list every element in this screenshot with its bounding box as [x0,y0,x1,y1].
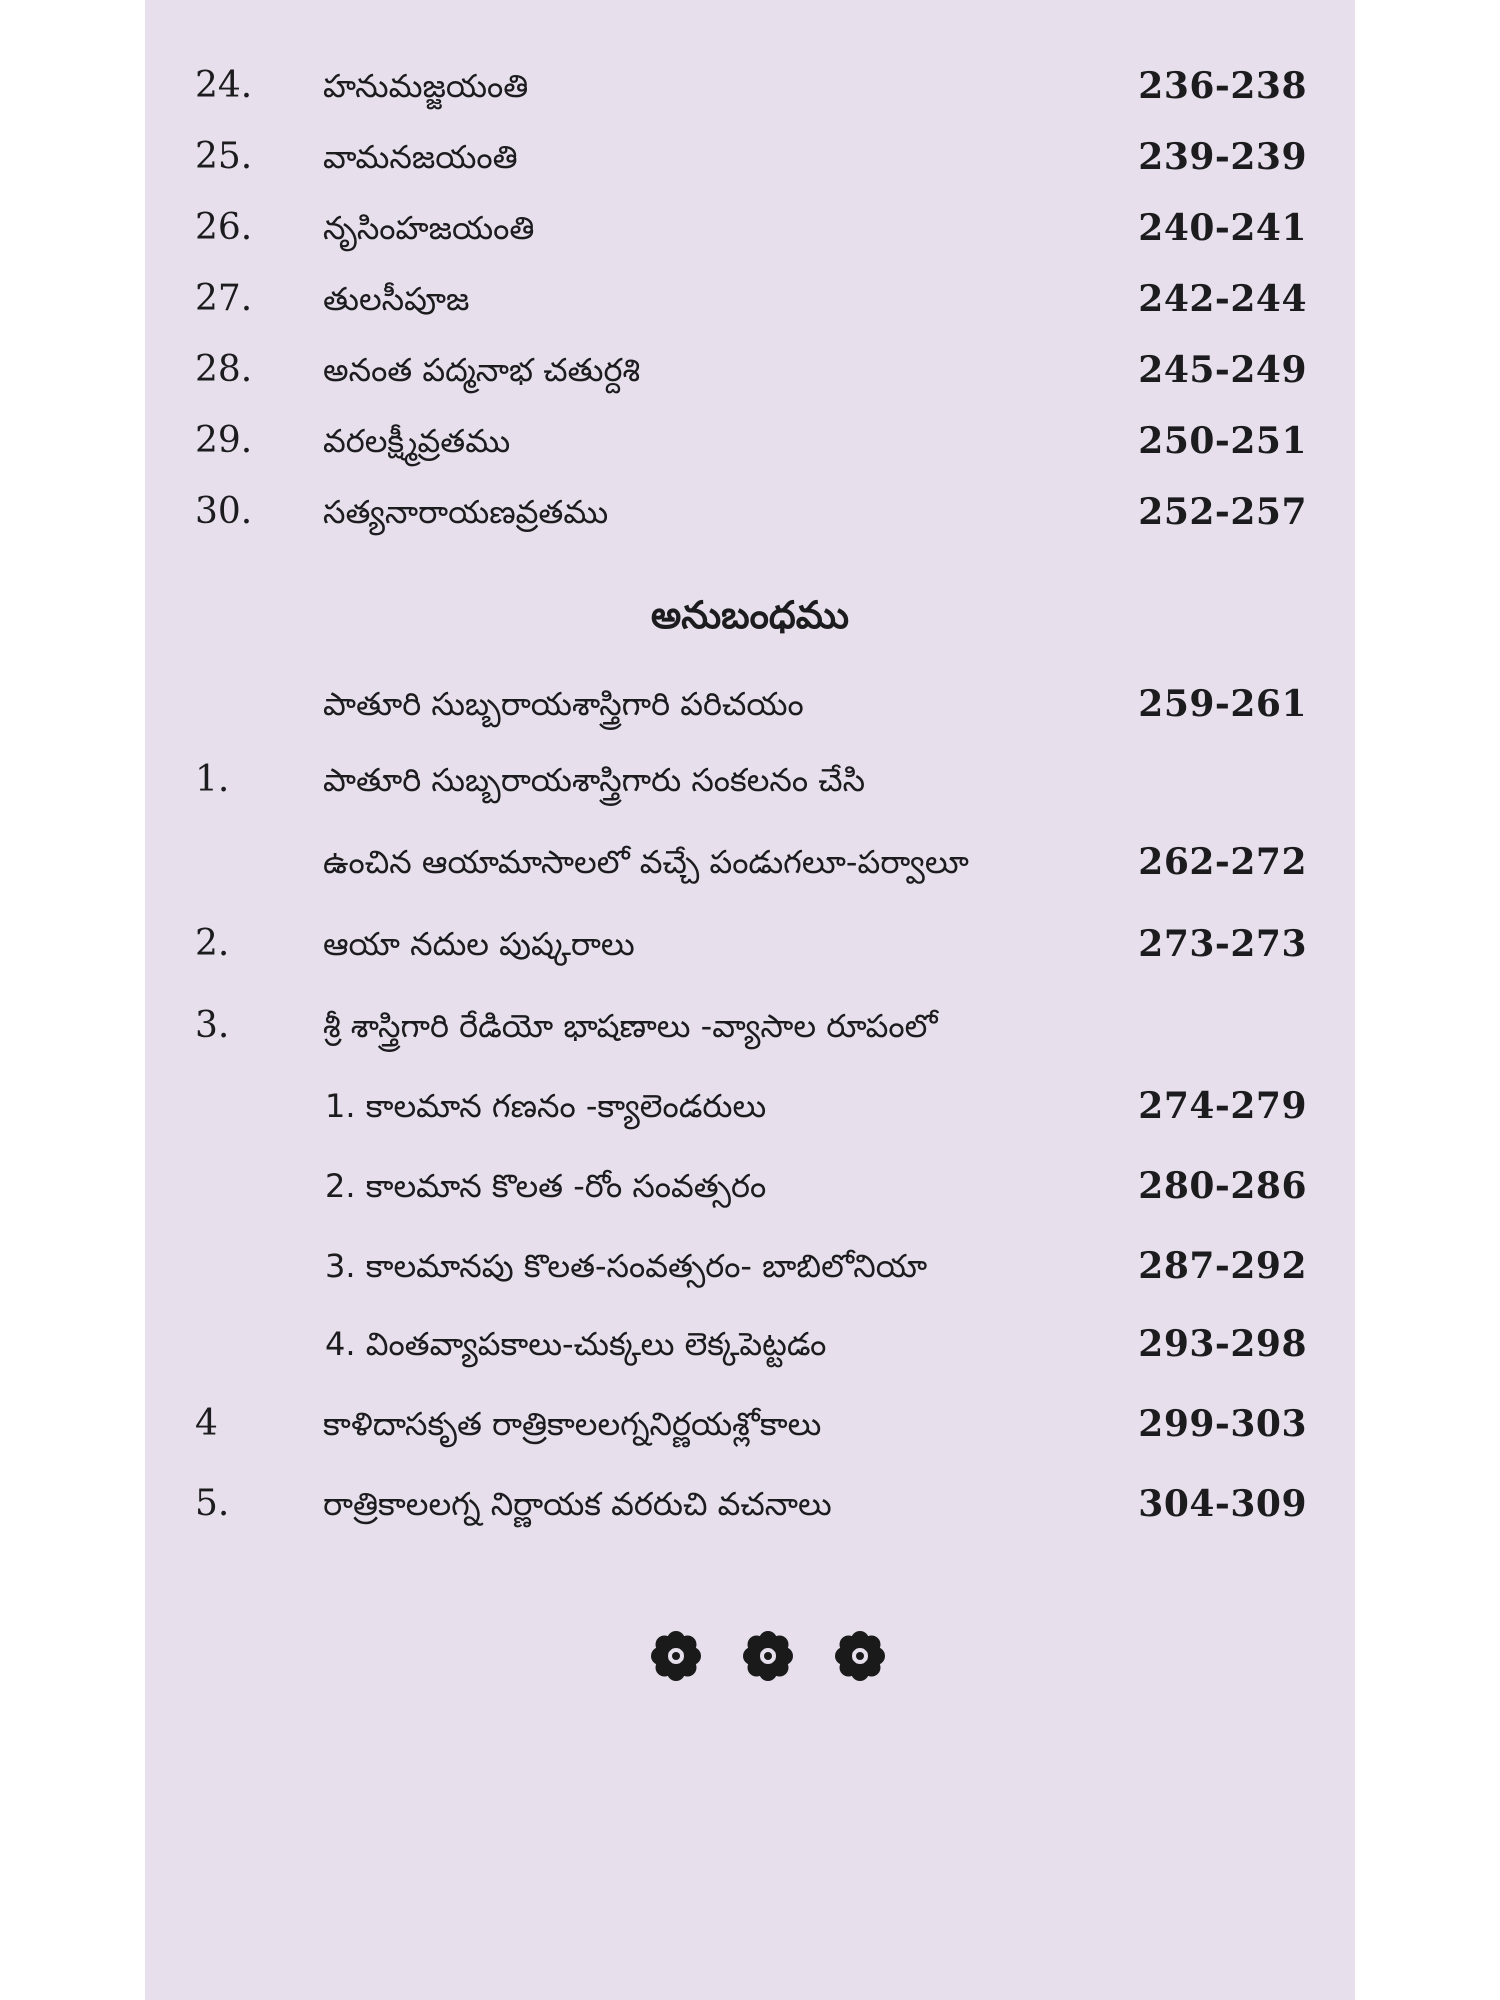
toc-pages: 280-286 [1138,1165,1307,1207]
toc-title: ఆయా నదుల పుష్కరాలు [323,925,635,963]
toc-row [145,484,1355,540]
toc-title: సత్యనారాయణవ్రతము [323,493,609,531]
toc-number: 24. [195,65,253,106]
toc-title: అనంత పద్మనాభ చతుర్దశి [323,351,641,389]
ornament-divider [145,1630,1355,1690]
toc-row-4 [145,1396,1355,1452]
toc-title: కాళిదాసకృత రాత్రికాలలగ్ననిర్ణయశ్లోకాలు [323,1405,822,1443]
toc-row-1 [145,752,1355,808]
toc-title-line2: ఉంచిన ఆయామాసాలలో వచ్చే పండుగలూ-పర్వాలూ [323,843,969,881]
toc-pages: 240-241 [1138,207,1307,249]
toc-subrow-3 [145,1238,1355,1294]
toc-title: 2. కాలమాన కొలత -రోం సంవత్సరం [325,1167,767,1205]
flower-icon [742,1630,794,1682]
toc-pages: 274-279 [1138,1085,1307,1127]
toc-title: 1. కాలమాన గణనం -క్యాలెండరులు [325,1087,767,1125]
toc-row-2 [145,916,1355,972]
toc-title-line1: పాతూరి సుబ్బరాయశాస్త్రిగారు సంకలనం చేసి [323,761,866,799]
toc-title: పాతూరి సుబ్బరాయశాస్త్రిగారి పరిచయం [323,685,804,723]
toc-row-5 [145,1476,1355,1532]
toc-title: వామనజయంతి [323,138,518,176]
toc-pages: 287-292 [1138,1245,1307,1287]
flower-icon [650,1630,702,1682]
toc-pages: 262-272 [1138,841,1307,883]
toc-row-1-cont [145,834,1355,890]
toc-row [145,271,1355,327]
toc-title: తులసీపూజ [323,280,470,318]
toc-row [145,200,1355,256]
toc-row [145,129,1355,185]
appendix-heading: అనుబంధము [650,593,850,637]
toc-pages: 236-238 [1138,65,1307,107]
toc-subrow-2 [145,1158,1355,1214]
toc-pages: 293-298 [1138,1323,1307,1365]
toc-number: 29. [195,420,253,461]
toc-title: హనుమజ్జయంతి [323,67,529,105]
toc-number: 4 [195,1403,218,1444]
toc-pages: 304-309 [1138,1483,1307,1525]
toc-pages: 242-244 [1138,278,1307,320]
toc-number: 26. [195,207,253,248]
toc-pages: 299-303 [1138,1403,1307,1445]
toc-title: 3. కాలమానపు కొలత-సంవత్సరం- బాబిలోనియా [325,1247,928,1285]
toc-title: 4. వింతవ్యాపకాలు-చుక్కలు లెక్కపెట్టడం [325,1325,827,1363]
toc-pages: 259-261 [1138,683,1307,725]
toc-row-intro [145,676,1355,732]
toc-number: 2. [195,923,230,964]
toc-row [145,413,1355,469]
toc-pages: 273-273 [1138,923,1307,965]
toc-row [145,342,1355,398]
toc-number: 5. [195,1483,230,1524]
toc-number: 1. [195,759,230,800]
toc-title: రాత్రికాలలగ్న నిర్ణాయక వరరుచి వచనాలు [323,1485,832,1523]
toc-title: శ్రీ శాస్త్రిగారి రేడియో భాషణాలు -వ్యాసాల రూపంలో [323,1007,938,1045]
toc-title: నృసింహజయంతి [323,209,535,247]
toc-number: 30. [195,491,253,532]
toc-row-3 [145,998,1355,1054]
toc-number: 28. [195,349,253,390]
toc-title: వరలక్ష్మీవ్రతము [323,422,511,460]
book-page [145,0,1355,2000]
toc-pages: 250-251 [1138,420,1307,462]
toc-pages: 245-249 [1138,349,1307,391]
toc-pages: 239-239 [1138,136,1307,178]
toc-number: 25. [195,136,253,177]
toc-pages: 252-257 [1138,491,1307,533]
toc-subrow-4 [145,1316,1355,1372]
toc-row [145,58,1355,114]
toc-number: 3. [195,1005,230,1046]
toc-subrow-1 [145,1078,1355,1134]
toc-number: 27. [195,278,253,319]
flower-icon [834,1630,886,1682]
